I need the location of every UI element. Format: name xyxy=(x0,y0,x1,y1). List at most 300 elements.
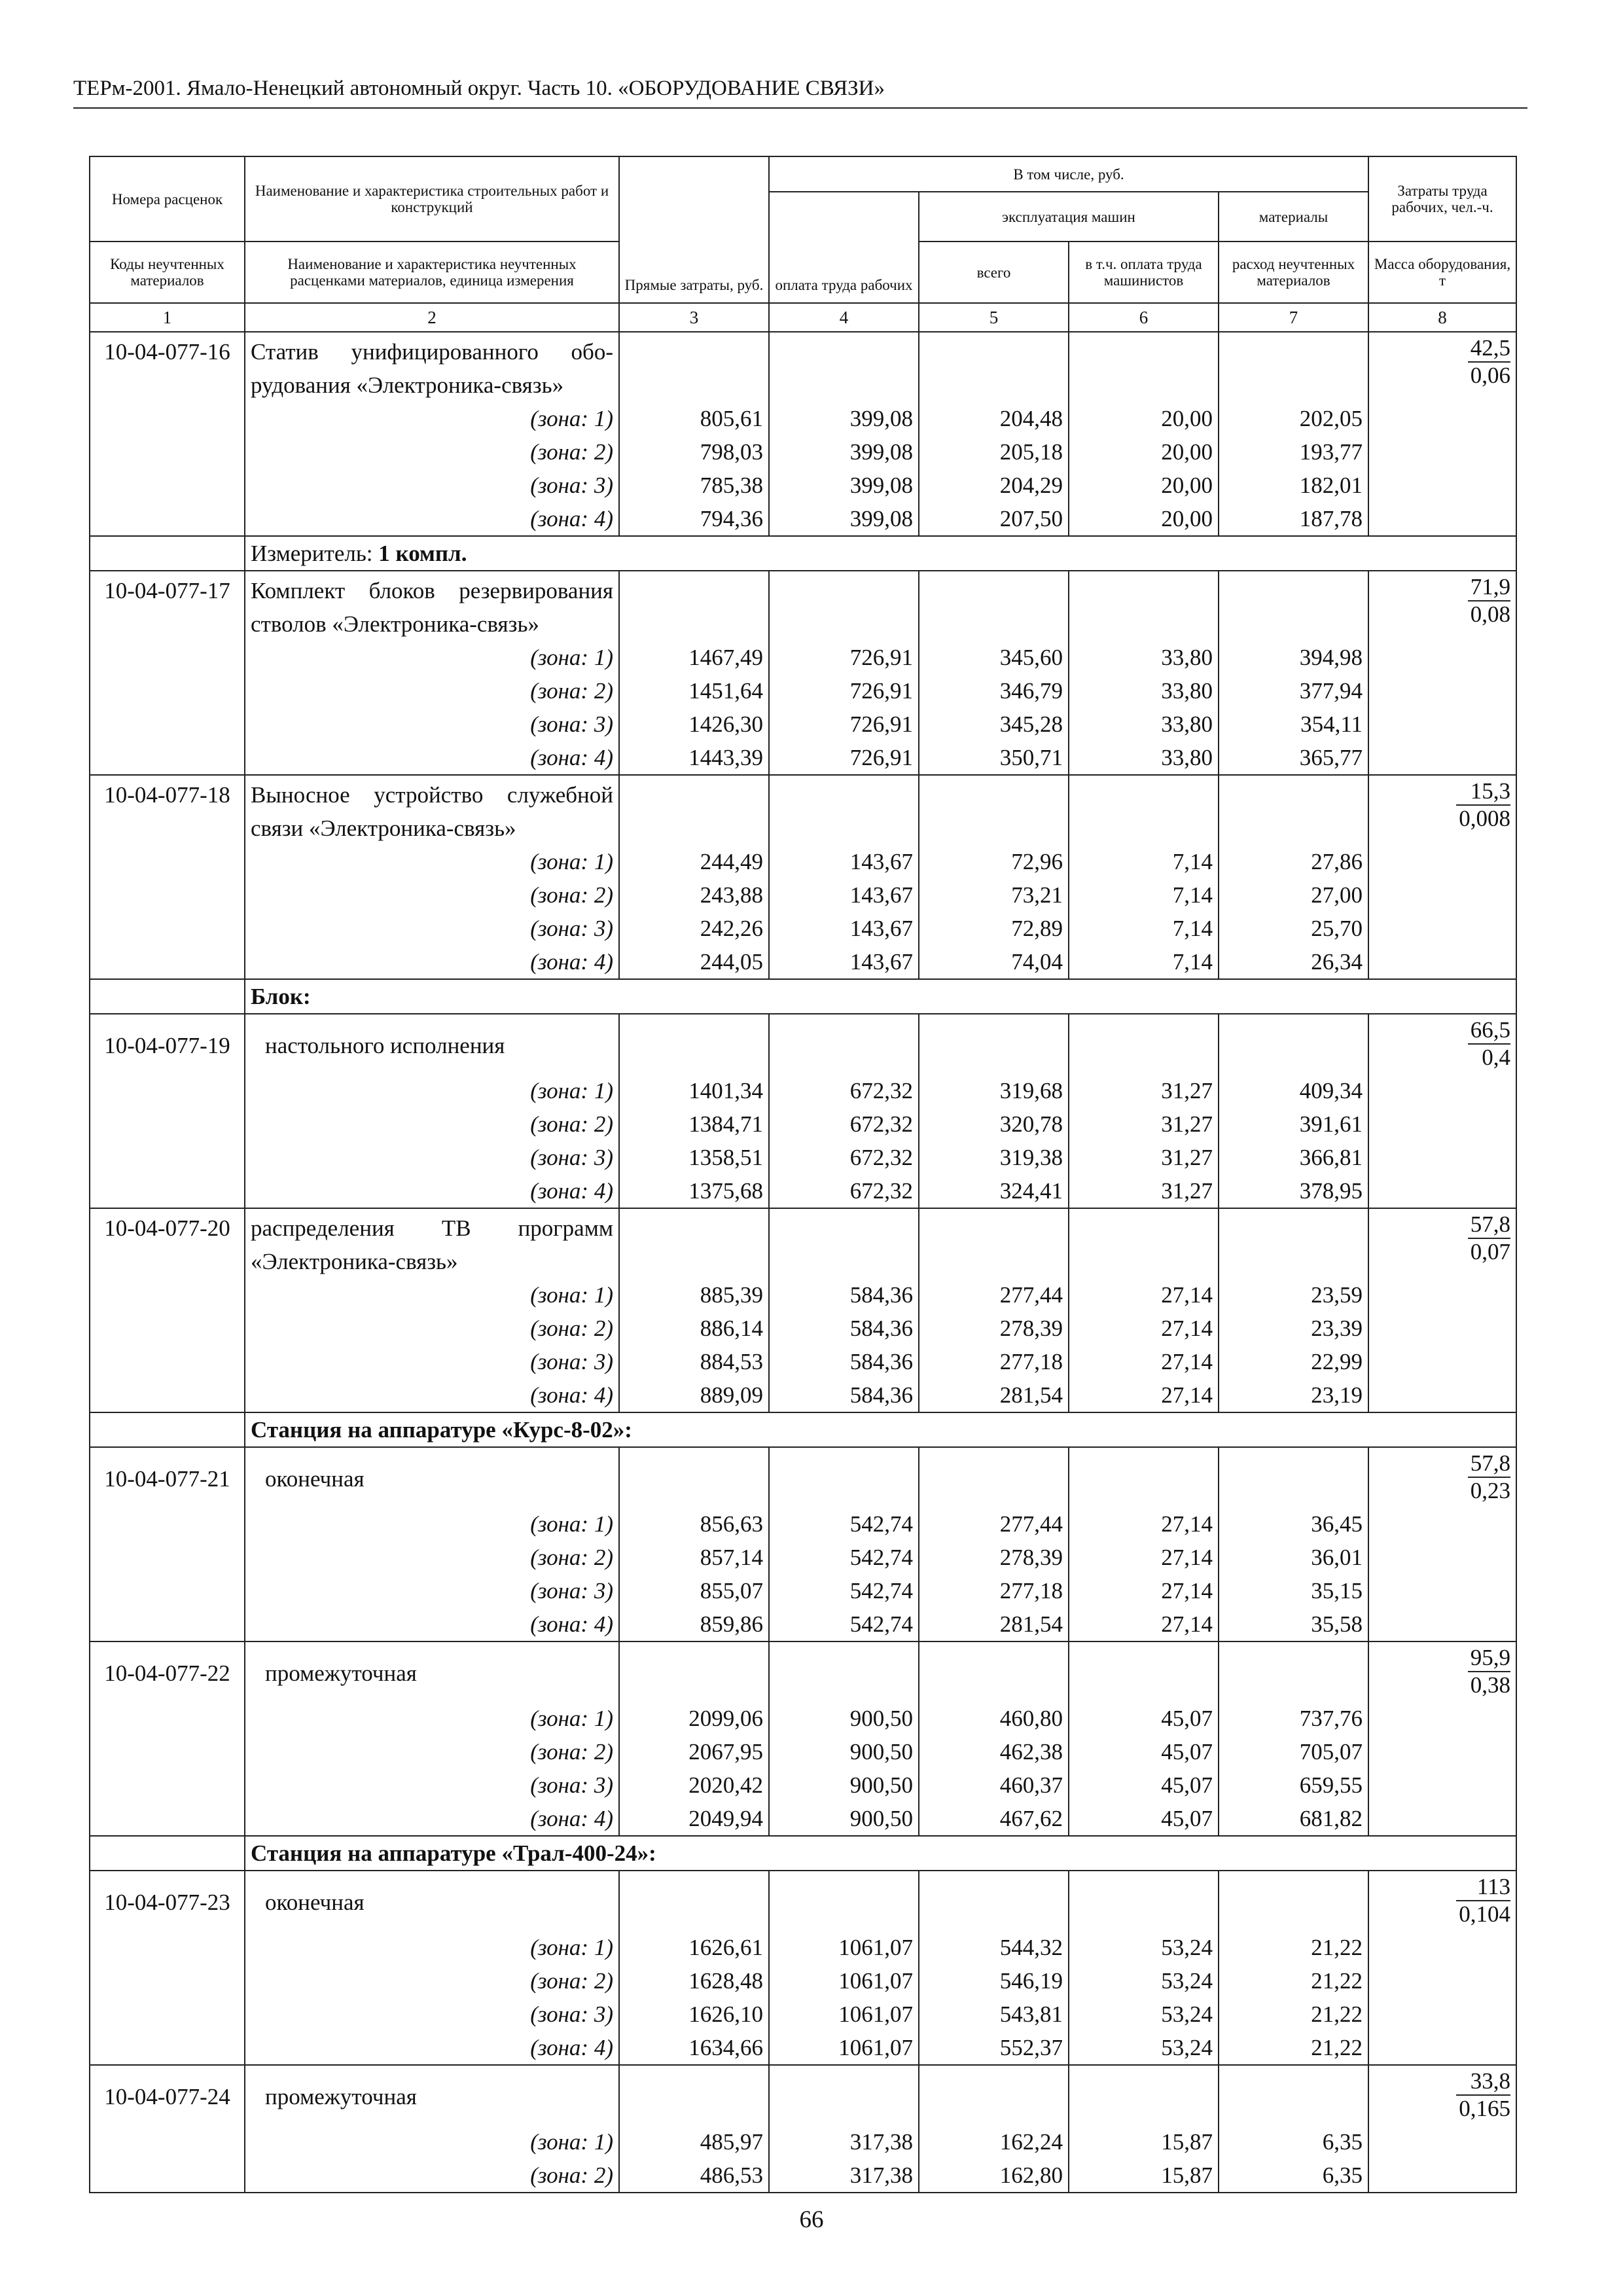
workers-pay-value: 900,50 xyxy=(769,1768,919,1802)
price-code: 10-04-077-20 xyxy=(90,1208,245,1278)
empty-cell xyxy=(1368,845,1516,878)
machinist-pay-value: 15,87 xyxy=(1069,2125,1219,2159)
workers-pay-value: 900,50 xyxy=(769,1735,919,1768)
labor-mass-cell xyxy=(1368,571,1516,641)
zone-label: (зона: 1) xyxy=(245,1702,619,1735)
direct-costs-value: 1426,30 xyxy=(619,708,769,741)
machine-total-value: 320,78 xyxy=(919,1107,1069,1141)
zone-row xyxy=(90,945,1516,979)
column-number: 7 xyxy=(1219,303,1368,332)
empty-cell xyxy=(1368,1768,1516,1802)
direct-costs-value: 1467,49 xyxy=(619,641,769,674)
machinist-pay-value: 33,80 xyxy=(1069,674,1219,708)
machinist-pay-value: 27,14 xyxy=(1069,1607,1219,1641)
empty-cell xyxy=(90,1998,245,2031)
materials-value: 26,34 xyxy=(1219,945,1368,979)
empty-cell xyxy=(769,1871,919,1931)
materials-value: 187,78 xyxy=(1219,502,1368,536)
zone-label: (зона: 1) xyxy=(245,845,619,878)
zone-row xyxy=(90,1998,1516,2031)
direct-costs-value: 885,39 xyxy=(619,1278,769,1312)
section-code-blank xyxy=(90,536,245,571)
zone-label: (зона: 3) xyxy=(245,469,619,502)
empty-cell xyxy=(1219,2065,1368,2125)
empty-cell xyxy=(1069,775,1219,845)
labor-mass-cell xyxy=(1368,1641,1516,1702)
materials-value: 27,00 xyxy=(1219,878,1368,912)
materials-value: 737,76 xyxy=(1219,1702,1368,1735)
materials-value: 409,34 xyxy=(1219,1074,1368,1107)
header-machine-total: всего xyxy=(919,242,1069,303)
materials-value: 202,05 xyxy=(1219,402,1368,435)
labor-mass-fraction xyxy=(1456,2068,1510,2122)
equipment-mass-value: 0,38 xyxy=(1470,1672,1511,1698)
zone-label: (зона: 1) xyxy=(245,1931,619,1964)
machinist-pay-value: 53,24 xyxy=(1069,2031,1219,2065)
empty-cell xyxy=(1219,332,1368,402)
machinist-pay-value: 53,24 xyxy=(1069,1964,1219,1998)
work-name: Выносное устройство служебной связи «Электроника-связь» xyxy=(245,775,619,845)
machinist-pay-value: 20,00 xyxy=(1069,469,1219,502)
empty-cell xyxy=(769,571,919,641)
empty-cell xyxy=(769,775,919,845)
empty-cell xyxy=(1368,1735,1516,1768)
empty-cell xyxy=(919,1014,1069,1074)
machine-total-value: 278,39 xyxy=(919,1312,1069,1345)
materials-value: 6,35 xyxy=(1219,2125,1368,2159)
zone-row xyxy=(90,502,1516,536)
empty-cell xyxy=(1069,1447,1219,1507)
zone-row xyxy=(90,708,1516,741)
empty-cell xyxy=(619,332,769,402)
machinist-pay-value: 15,87 xyxy=(1069,2159,1219,2193)
labor-mass-cell xyxy=(1368,775,1516,845)
labor-mass-cell xyxy=(1368,1014,1516,1074)
machinist-pay-value: 33,80 xyxy=(1069,741,1219,775)
empty-cell xyxy=(1219,1871,1368,1931)
table-row xyxy=(90,1641,1516,1702)
empty-cell xyxy=(1219,571,1368,641)
materials-value: 394,98 xyxy=(1219,641,1368,674)
empty-cell xyxy=(769,1208,919,1278)
workers-pay-value: 399,08 xyxy=(769,469,919,502)
zone-label: (зона: 2) xyxy=(245,435,619,469)
workers-pay-value: 726,91 xyxy=(769,641,919,674)
machinist-pay-value: 53,24 xyxy=(1069,1931,1219,1964)
direct-costs-value: 857,14 xyxy=(619,1541,769,1574)
zone-label: (зона: 3) xyxy=(245,708,619,741)
empty-cell xyxy=(1368,1541,1516,1574)
materials-value: 35,58 xyxy=(1219,1607,1368,1641)
materials-value: 23,19 xyxy=(1219,1378,1368,1412)
zone-row xyxy=(90,1964,1516,1998)
machine-total-value: 278,39 xyxy=(919,1541,1069,1574)
workers-pay-value: 1061,07 xyxy=(769,2031,919,2065)
zone-row xyxy=(90,1541,1516,1574)
machinist-pay-value: 45,07 xyxy=(1069,1768,1219,1802)
machinist-pay-value: 53,24 xyxy=(1069,1998,1219,2031)
empty-cell xyxy=(619,1641,769,1702)
machine-total-value: 281,54 xyxy=(919,1607,1069,1641)
machine-total-value: 73,21 xyxy=(919,878,1069,912)
empty-cell xyxy=(1219,1447,1368,1507)
workers-pay-value: 672,32 xyxy=(769,1074,919,1107)
machinist-pay-value: 27,14 xyxy=(1069,1378,1219,1412)
materials-value: 36,01 xyxy=(1219,1541,1368,1574)
machinist-pay-value: 31,27 xyxy=(1069,1141,1219,1174)
zone-label: (зона: 2) xyxy=(245,2159,619,2193)
column-number: 4 xyxy=(769,303,919,332)
zone-row xyxy=(90,2159,1516,2193)
zone-label: (зона: 2) xyxy=(245,1312,619,1345)
direct-costs-value: 805,61 xyxy=(619,402,769,435)
materials-value: 23,39 xyxy=(1219,1312,1368,1345)
empty-cell xyxy=(1368,1174,1516,1208)
workers-pay-value: 584,36 xyxy=(769,1278,919,1312)
section-row xyxy=(90,979,1516,1014)
empty-cell xyxy=(90,1735,245,1768)
price-code: 10-04-077-22 xyxy=(90,1641,245,1702)
zone-label: (зона: 1) xyxy=(245,402,619,435)
zone-row xyxy=(90,1768,1516,1802)
direct-costs-value: 855,07 xyxy=(619,1574,769,1607)
zone-row xyxy=(90,1074,1516,1107)
rates-table-container xyxy=(89,156,1516,2193)
empty-cell xyxy=(90,1345,245,1378)
labor-mass-fraction xyxy=(1456,1874,1510,1928)
empty-cell xyxy=(919,1447,1069,1507)
direct-costs-value: 2020,42 xyxy=(619,1768,769,1802)
labor-mass-cell xyxy=(1368,2065,1516,2125)
empty-cell xyxy=(90,641,245,674)
empty-cell xyxy=(1069,1641,1219,1702)
zone-row xyxy=(90,1345,1516,1378)
price-code: 10-04-077-19 xyxy=(90,1014,245,1074)
empty-cell xyxy=(90,912,245,945)
equipment-mass-value: 0,165 xyxy=(1459,2096,1511,2121)
zone-row xyxy=(90,1278,1516,1312)
empty-cell xyxy=(90,1964,245,1998)
labor-costs-value: 33,8 xyxy=(1456,2068,1510,2096)
machinist-pay-value: 27,14 xyxy=(1069,1312,1219,1345)
workers-pay-value: 584,36 xyxy=(769,1378,919,1412)
header-unaccounted-names: Наименование и характеристика неучтенных расценками материалов, единица измерения xyxy=(245,242,619,303)
empty-cell xyxy=(769,1014,919,1074)
machinist-pay-value: 27,14 xyxy=(1069,1278,1219,1312)
work-name: оконечная xyxy=(245,1871,619,1931)
equipment-mass-value: 0,104 xyxy=(1459,1901,1511,1927)
labor-costs-value: 66,5 xyxy=(1468,1017,1510,1045)
empty-cell xyxy=(619,1014,769,1074)
header-workers-pay: оплата труда рабочих xyxy=(769,192,919,303)
price-code: 10-04-077-21 xyxy=(90,1447,245,1507)
empty-cell xyxy=(1368,502,1516,536)
direct-costs-value: 1358,51 xyxy=(619,1141,769,1174)
work-name: оконечная xyxy=(245,1447,619,1507)
workers-pay-value: 143,67 xyxy=(769,878,919,912)
labor-costs-value: 42,5 xyxy=(1468,335,1510,363)
equipment-mass-value: 0,07 xyxy=(1470,1239,1511,1265)
empty-cell xyxy=(919,1871,1069,1931)
workers-pay-value: 143,67 xyxy=(769,845,919,878)
materials-value: 21,22 xyxy=(1219,1964,1368,1998)
machinist-pay-value: 27,14 xyxy=(1069,1507,1219,1541)
empty-cell xyxy=(90,1541,245,1574)
empty-cell xyxy=(919,2065,1069,2125)
empty-cell xyxy=(1368,1074,1516,1107)
zone-label: (зона: 4) xyxy=(245,502,619,536)
equipment-mass-value: 0,06 xyxy=(1470,363,1511,388)
machine-total-value: 72,89 xyxy=(919,912,1069,945)
empty-cell xyxy=(1219,1014,1368,1074)
empty-cell xyxy=(769,1641,919,1702)
empty-cell xyxy=(1368,1141,1516,1174)
zone-row xyxy=(90,2125,1516,2159)
empty-cell xyxy=(1219,775,1368,845)
empty-cell xyxy=(1368,1802,1516,1836)
zone-label: (зона: 4) xyxy=(245,945,619,979)
empty-cell xyxy=(1069,1208,1219,1278)
empty-cell xyxy=(1368,1507,1516,1541)
price-code: 10-04-077-17 xyxy=(90,571,245,641)
machinist-pay-value: 31,27 xyxy=(1069,1174,1219,1208)
empty-cell xyxy=(919,1641,1069,1702)
work-name: Статив унифицированного обо-рудования «Электроника-связь» xyxy=(245,332,619,402)
empty-cell xyxy=(769,2065,919,2125)
materials-value: 27,86 xyxy=(1219,845,1368,878)
empty-cell xyxy=(619,1208,769,1278)
labor-mass-fraction xyxy=(1468,574,1510,628)
empty-cell xyxy=(90,1507,245,1541)
section-row xyxy=(90,536,1516,571)
table-body xyxy=(90,332,1516,2193)
table-row xyxy=(90,2065,1516,2125)
empty-cell xyxy=(1368,2159,1516,2193)
empty-cell xyxy=(90,1074,245,1107)
zone-row xyxy=(90,1931,1516,1964)
section-row xyxy=(90,1836,1516,1871)
machine-total-value: 281,54 xyxy=(919,1378,1069,1412)
materials-value: 23,59 xyxy=(1219,1278,1368,1312)
empty-cell xyxy=(1368,1702,1516,1735)
direct-costs-value: 2049,94 xyxy=(619,1802,769,1836)
workers-pay-value: 317,38 xyxy=(769,2125,919,2159)
workers-pay-value: 542,74 xyxy=(769,1541,919,1574)
empty-cell xyxy=(90,741,245,775)
header-labor-costs: Затраты труда рабочих, чел.-ч. xyxy=(1368,156,1516,242)
workers-pay-value: 584,36 xyxy=(769,1312,919,1345)
header-materials: материалы xyxy=(1219,192,1368,242)
empty-cell xyxy=(90,845,245,878)
direct-costs-value: 1628,48 xyxy=(619,1964,769,1998)
machinist-pay-value: 7,14 xyxy=(1069,912,1219,945)
labor-costs-value: 71,9 xyxy=(1468,574,1510,601)
direct-costs-value: 1384,71 xyxy=(619,1107,769,1141)
zone-label: (зона: 4) xyxy=(245,1174,619,1208)
workers-pay-value: 900,50 xyxy=(769,1702,919,1735)
machinist-pay-value: 27,14 xyxy=(1069,1574,1219,1607)
zone-label: (зона: 1) xyxy=(245,1507,619,1541)
column-number-row xyxy=(90,303,1516,332)
direct-costs-value: 1375,68 xyxy=(619,1174,769,1208)
header-machine-operation: эксплуатация машин xyxy=(919,192,1219,242)
column-number: 6 xyxy=(1069,303,1219,332)
zone-label: (зона: 2) xyxy=(245,1964,619,1998)
workers-pay-value: 726,91 xyxy=(769,741,919,775)
empty-cell xyxy=(90,674,245,708)
workers-pay-value: 542,74 xyxy=(769,1607,919,1641)
labor-costs-value: 113 xyxy=(1456,1874,1510,1901)
empty-cell xyxy=(1368,1345,1516,1378)
machine-total-value: 207,50 xyxy=(919,502,1069,536)
labor-costs-value: 15,3 xyxy=(1456,778,1510,806)
machine-total-value: 546,19 xyxy=(919,1964,1069,1998)
equipment-mass-value: 0,23 xyxy=(1470,1478,1511,1503)
direct-costs-value: 884,53 xyxy=(619,1345,769,1378)
empty-cell xyxy=(1368,1607,1516,1641)
section-code-blank xyxy=(90,1412,245,1447)
zone-row xyxy=(90,674,1516,708)
zone-label: (зона: 4) xyxy=(245,1802,619,1836)
workers-pay-value: 317,38 xyxy=(769,2159,919,2193)
column-number: 2 xyxy=(245,303,619,332)
zone-label: (зона: 1) xyxy=(245,2125,619,2159)
materials-value: 681,82 xyxy=(1219,1802,1368,1836)
workers-pay-value: 1061,07 xyxy=(769,1931,919,1964)
direct-costs-value: 886,14 xyxy=(619,1312,769,1345)
empty-cell xyxy=(769,1447,919,1507)
rates-table xyxy=(89,156,1517,2193)
zone-label: (зона: 4) xyxy=(245,741,619,775)
workers-pay-value: 399,08 xyxy=(769,402,919,435)
empty-cell xyxy=(90,502,245,536)
zone-row xyxy=(90,1607,1516,1641)
zone-label: (зона: 2) xyxy=(245,1107,619,1141)
zone-row xyxy=(90,402,1516,435)
workers-pay-value: 900,50 xyxy=(769,1802,919,1836)
zone-label: (зона: 3) xyxy=(245,1768,619,1802)
table-row xyxy=(90,1014,1516,1074)
materials-value: 21,22 xyxy=(1219,2031,1368,2065)
machine-total-value: 277,44 xyxy=(919,1507,1069,1541)
price-code: 10-04-077-23 xyxy=(90,1871,245,1931)
empty-cell xyxy=(619,571,769,641)
empty-cell xyxy=(1368,402,1516,435)
zone-label: (зона: 2) xyxy=(245,1735,619,1768)
labor-mass-fraction xyxy=(1468,1211,1510,1265)
empty-cell xyxy=(90,1702,245,1735)
work-name: Комплект блоков резервирования стволов «Электроника-связь» xyxy=(245,571,619,641)
materials-value: 378,95 xyxy=(1219,1174,1368,1208)
zone-row xyxy=(90,1735,1516,1768)
empty-cell xyxy=(1219,1641,1368,1702)
section-row xyxy=(90,1412,1516,1447)
direct-costs-value: 1626,61 xyxy=(619,1931,769,1964)
workers-pay-value: 672,32 xyxy=(769,1107,919,1141)
direct-costs-value: 856,63 xyxy=(619,1507,769,1541)
zone-row xyxy=(90,1107,1516,1141)
header-work-name: Наименование и характеристика строительных работ и конструкций xyxy=(245,156,619,242)
zone-label: (зона: 3) xyxy=(245,1345,619,1378)
materials-value: 21,22 xyxy=(1219,1931,1368,1964)
empty-cell xyxy=(90,1802,245,1836)
empty-cell xyxy=(619,775,769,845)
direct-costs-value: 794,36 xyxy=(619,502,769,536)
empty-cell xyxy=(1368,1574,1516,1607)
machinist-pay-value: 20,00 xyxy=(1069,502,1219,536)
machine-total-value: 319,68 xyxy=(919,1074,1069,1107)
header-direct-costs: Прямые затраты, руб. xyxy=(619,156,769,303)
direct-costs-value: 1443,39 xyxy=(619,741,769,775)
labor-mass-cell xyxy=(1368,332,1516,402)
labor-mass-cell xyxy=(1368,1447,1516,1507)
section-title xyxy=(245,979,1516,1014)
empty-cell xyxy=(1368,1931,1516,1964)
zone-row xyxy=(90,1141,1516,1174)
workers-pay-value: 542,74 xyxy=(769,1574,919,1607)
zone-row xyxy=(90,1574,1516,1607)
empty-cell xyxy=(1069,1871,1219,1931)
machinist-pay-value: 45,07 xyxy=(1069,1802,1219,1836)
direct-costs-value: 243,88 xyxy=(619,878,769,912)
empty-cell xyxy=(1368,641,1516,674)
empty-cell xyxy=(619,1447,769,1507)
empty-cell xyxy=(1368,741,1516,775)
machine-total-value: 74,04 xyxy=(919,945,1069,979)
direct-costs-value: 244,05 xyxy=(619,945,769,979)
zone-label: (зона: 1) xyxy=(245,1074,619,1107)
labor-costs-value: 95,9 xyxy=(1468,1645,1510,1672)
direct-costs-value: 785,38 xyxy=(619,469,769,502)
machinist-pay-value: 45,07 xyxy=(1069,1702,1219,1735)
zone-row xyxy=(90,1312,1516,1345)
header-equipment-mass: Масса оборудования, т xyxy=(1368,242,1516,303)
zone-label: (зона: 1) xyxy=(245,641,619,674)
empty-cell xyxy=(90,1768,245,1802)
section-title xyxy=(245,1412,1516,1447)
section-title-text: Измеритель: xyxy=(251,541,373,566)
section-title-unit: 1 компл. xyxy=(378,541,467,566)
materials-value: 193,77 xyxy=(1219,435,1368,469)
zone-row xyxy=(90,1378,1516,1412)
labor-mass-fraction xyxy=(1468,1017,1510,1071)
zone-label: (зона: 2) xyxy=(245,1541,619,1574)
machine-total-value: 543,81 xyxy=(919,1998,1069,2031)
zone-row xyxy=(90,469,1516,502)
table-row xyxy=(90,1447,1516,1507)
zone-row xyxy=(90,1507,1516,1541)
empty-cell xyxy=(1069,1014,1219,1074)
workers-pay-value: 143,67 xyxy=(769,912,919,945)
column-number: 8 xyxy=(1368,303,1516,332)
empty-cell xyxy=(90,1931,245,1964)
machinist-pay-value: 20,00 xyxy=(1069,402,1219,435)
machinist-pay-value: 7,14 xyxy=(1069,945,1219,979)
empty-cell xyxy=(90,1574,245,1607)
price-code: 10-04-077-18 xyxy=(90,775,245,845)
header-unaccounted-materials-cost: расход неучтенных материалов xyxy=(1219,242,1368,303)
empty-cell xyxy=(1368,469,1516,502)
zone-row xyxy=(90,1702,1516,1735)
workers-pay-value: 672,32 xyxy=(769,1174,919,1208)
machine-total-value: 345,60 xyxy=(919,641,1069,674)
empty-cell xyxy=(1368,1964,1516,1998)
section-title-text: Станция на аппаратуре «Трал-400-24»: xyxy=(251,1840,656,1866)
zone-row xyxy=(90,912,1516,945)
workers-pay-value: 726,91 xyxy=(769,674,919,708)
workers-pay-value: 143,67 xyxy=(769,945,919,979)
workers-pay-value: 399,08 xyxy=(769,435,919,469)
